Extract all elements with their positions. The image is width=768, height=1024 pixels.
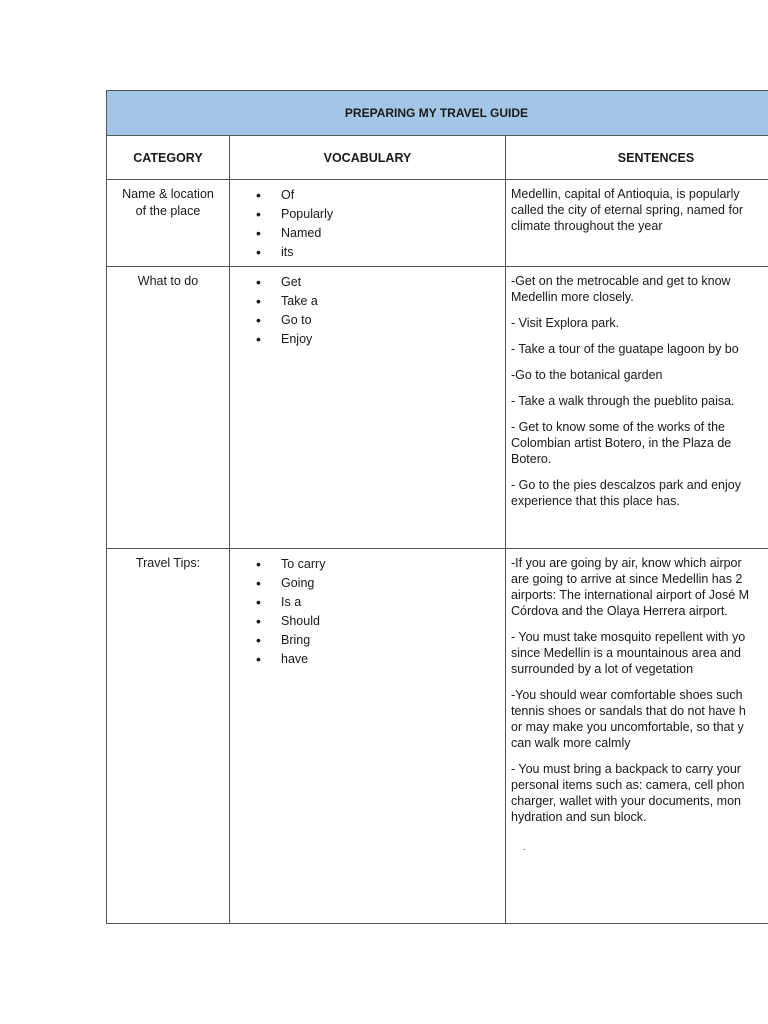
vocabulary-item: • Bring: [256, 631, 505, 650]
sentence-line: - Go to the pies descalzos park and enjoy: [511, 478, 741, 492]
sentence-line: or may make you uncomfortable, so that y: [511, 720, 744, 734]
sentence-line: - You must take mosquito repellent with yo: [511, 630, 746, 644]
vocabulary-item: • Should: [256, 612, 505, 631]
sentence-paragraph: [511, 186, 768, 234]
table-rows: [107, 180, 768, 924]
category-cell: [107, 267, 230, 549]
sentence-paragraph: [511, 761, 768, 825]
sentence-line: airports: The international airport of José M: [511, 588, 750, 602]
category-cell: [107, 549, 230, 924]
vocabulary-item: • Of: [256, 186, 505, 205]
sentence-line: -Get on the metrocable and get to know: [511, 274, 731, 288]
vocabulary-item: • have: [256, 650, 505, 669]
sentence-line: -Go to the botanical garden: [511, 368, 663, 382]
sentence-line: - You must bring a backpack to carry your: [511, 762, 741, 776]
sentence-line: charger, wallet with your documents, mon: [511, 794, 741, 808]
travel-guide-table: [106, 90, 768, 924]
sentence-line: Botero.: [511, 452, 552, 466]
vocabulary-item: • Go to: [256, 311, 505, 330]
sentence-line: since Medellin is a mountainous area and: [511, 646, 741, 660]
sentence-line: climate throughout the year: [511, 219, 663, 233]
sentence-line: - Visit Explora park.: [511, 316, 620, 330]
table-row: [107, 549, 768, 924]
vocabulary-list: [230, 273, 505, 349]
category-line: What to do: [137, 274, 199, 288]
sentence-line: - Take a walk through the pueblito paisa.: [511, 394, 735, 408]
header-vocabulary: VOCABULARY: [230, 136, 506, 180]
sentence-paragraph: [511, 273, 768, 305]
table-title-cell: [107, 91, 768, 136]
sentence-paragraph: [511, 687, 768, 751]
vocabulary-list: [230, 186, 505, 262]
vocabulary-item: • Enjoy: [256, 330, 505, 349]
category-line: of the place: [135, 204, 201, 218]
table-title: PREPARING MY TRAVEL GUIDE: [344, 106, 529, 120]
sentence-paragraph: [511, 555, 768, 619]
vocabulary-item: • To carry: [256, 555, 505, 574]
sentence-line: can walk more calmly: [511, 736, 631, 750]
sentence-line: are going to arrive at since Medellin has 2: [511, 572, 743, 586]
category-line: Travel Tips:: [135, 556, 201, 570]
vocabulary-item: • Named: [256, 224, 505, 243]
sentence-line: surrounded by a lot of vegetation: [511, 662, 694, 676]
sentence-line: -If you are going by air, know which airpor: [511, 556, 742, 570]
sentences-block: [506, 267, 768, 519]
sentences-block: [506, 180, 768, 244]
sentence-line: - Take a tour of the guatape lagoon by bo: [511, 342, 739, 356]
category-text: [107, 180, 229, 220]
trailing-mark: .: [523, 842, 526, 852]
sentence-paragraph: [511, 419, 768, 467]
vocabulary-cell: [230, 180, 506, 267]
sentence-line: -You should wear comfortable shoes such: [511, 688, 743, 702]
sentence-paragraph: [511, 393, 768, 409]
sentence-paragraph: [511, 629, 768, 677]
vocabulary-cell: [230, 549, 506, 924]
header-category: CATEGORY: [107, 136, 230, 180]
header-sentences: SENTENCES: [506, 136, 768, 180]
vocabulary-item: • Is a: [256, 593, 505, 612]
vocabulary-list: [230, 555, 505, 669]
sentence-line: called the city of eternal spring, named for: [511, 203, 744, 217]
sentences-block: [506, 549, 768, 865]
sentence-line: Colombian artist Botero, in the Plaza de: [511, 436, 732, 450]
sentence-paragraph: [511, 315, 768, 331]
table-row: [107, 267, 768, 549]
sentence-line: tennis shoes or sandals that do not have h: [511, 704, 746, 718]
category-line: Name & location: [122, 187, 214, 201]
sentence-paragraph: [511, 341, 768, 357]
sentence-line: experience that this place has.: [511, 494, 680, 508]
sentences-cell: [506, 549, 768, 924]
vocabulary-item: • Popularly: [256, 205, 505, 224]
category-text: [107, 549, 229, 572]
sentence-paragraph: [511, 367, 768, 383]
sentence-line: personal items such as: camera, cell phon: [511, 778, 745, 792]
sentence-line: Córdova and the Olaya Herrera airport.: [511, 604, 728, 618]
vocabulary-item: • Get: [256, 273, 505, 292]
sentence-line: Medellin, capital of Antioquia, is popularly: [511, 187, 740, 201]
category-cell: [107, 180, 230, 267]
table-row: [107, 180, 768, 267]
vocabulary-item: • its: [256, 243, 505, 262]
sentence-line: Medellin more closely.: [511, 290, 634, 304]
sentence-line: - Get to know some of the works of the: [511, 420, 725, 434]
sentences-cell: [506, 267, 768, 549]
sentences-cell: [506, 180, 768, 267]
category-text: [107, 267, 229, 290]
vocabulary-item: • Take a: [256, 292, 505, 311]
sentence-paragraph: [511, 477, 768, 509]
vocabulary-cell: [230, 267, 506, 549]
sentence-line: hydration and sun block.: [511, 810, 647, 824]
vocabulary-item: • Going: [256, 574, 505, 593]
